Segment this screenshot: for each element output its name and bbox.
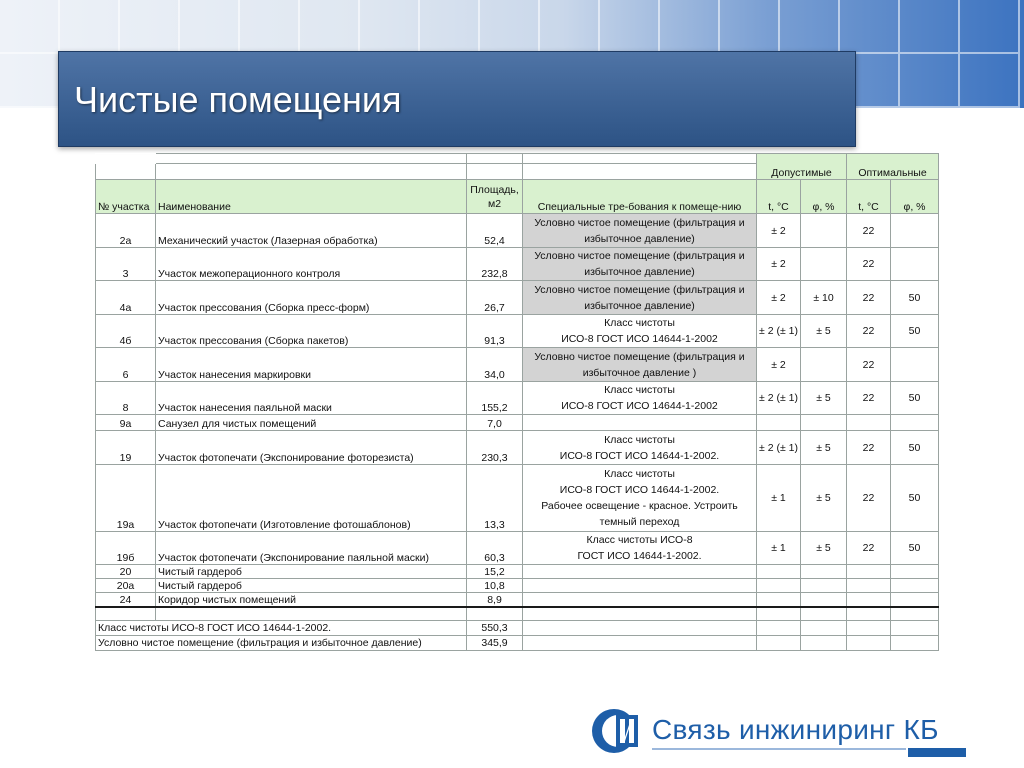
- table-row: [96, 465, 939, 532]
- logo-accent-bar: [908, 748, 966, 757]
- cell-requirements: [523, 532, 757, 565]
- header-t-allowed: t, °C: [757, 180, 801, 214]
- company-logo: [590, 705, 970, 757]
- cell-room-number: 2а: [96, 214, 156, 248]
- cell-room-name: Участок межоперационного контроля: [156, 248, 467, 281]
- cell-phi-allowed: ± 10: [801, 281, 847, 315]
- cell-phi-allowed: [801, 579, 847, 593]
- cell-area: 34,0: [467, 348, 523, 382]
- cell-area: 7,0: [467, 415, 523, 431]
- cell-t-optimal: 22: [847, 382, 891, 415]
- cell-t-optimal: 22: [847, 248, 891, 281]
- totals-row: [96, 621, 939, 636]
- requirement-line: Класс чистоты ИСО-8: [586, 534, 693, 546]
- cell-room-number: 20а: [96, 579, 156, 593]
- totals-value: 550,3: [467, 621, 523, 636]
- requirement-line: избыточное давление): [584, 299, 695, 312]
- cell-room-name: Чистый гардероб: [156, 565, 467, 579]
- cell-t-optimal: [847, 579, 891, 593]
- cell-room-number: 19: [96, 431, 156, 465]
- cell-t-allowed: ± 2 (± 1): [757, 315, 801, 348]
- requirement-line: избыточное давление ): [582, 366, 697, 379]
- cell-phi-optimal: [891, 579, 939, 593]
- cell-room-name: Чистый гардероб: [156, 579, 467, 593]
- totals-label: Условно чистое помещение (фильтрация и избыточное давление): [96, 636, 467, 651]
- requirement-line: Класс чистоты: [604, 384, 675, 396]
- cell-area: 13,3: [467, 465, 523, 532]
- cell-phi-allowed: [801, 565, 847, 579]
- requirement-line: Условно чистое помещение (фильтрация и: [534, 250, 745, 262]
- cell-phi-optimal: [891, 565, 939, 579]
- requirement-line: темный переход: [599, 516, 680, 528]
- totals-value: 345,9: [467, 636, 523, 651]
- cell-t-allowed: [757, 579, 801, 593]
- cell-room-name: Участок фотопечати (Экспонирование паяльной маски): [156, 532, 467, 565]
- cell-phi-optimal: [891, 214, 939, 248]
- company-name: [652, 714, 939, 746]
- cell-phi-allowed: [801, 415, 847, 431]
- cell-requirements: [523, 565, 757, 579]
- cell-t-optimal: 22: [847, 348, 891, 382]
- cell-phi-optimal: [891, 415, 939, 431]
- cell-t-optimal: [847, 415, 891, 431]
- cell-phi-allowed: ± 5: [801, 431, 847, 465]
- cell-t-allowed: ± 2: [757, 281, 801, 315]
- cell-t-optimal: 22: [847, 532, 891, 565]
- cell-phi-optimal: [891, 348, 939, 382]
- cell-room-name: Механический участок (Лазерная обработка): [156, 214, 467, 248]
- cell-room-number: 4а: [96, 281, 156, 315]
- table-row: [96, 382, 939, 415]
- cell-room-number: 6: [96, 348, 156, 382]
- note-row: [96, 154, 939, 164]
- cell-requirements: [523, 431, 757, 465]
- company-name-text: Связь инжиниринг: [652, 714, 896, 745]
- cell-room-number: 8: [96, 382, 156, 415]
- cell-area: 10,8: [467, 579, 523, 593]
- header-requirements: Специальные тре-бования к помеще-нию: [523, 180, 757, 214]
- cell-phi-optimal: 50: [891, 465, 939, 532]
- cell-room-number: 3: [96, 248, 156, 281]
- table-row: [96, 593, 939, 607]
- group-allowed-header: Допустимые: [757, 154, 847, 180]
- requirement-line: Условно чистое помещение (фильтрация и: [534, 283, 745, 296]
- totals-label: Класс чистоты ИСО-8 ГОСТ ИСО 14644-1-2002.: [96, 621, 467, 636]
- header-row: [96, 180, 939, 214]
- cell-phi-optimal: [891, 593, 939, 607]
- requirement-line: Класс чистоты: [604, 433, 675, 446]
- cell-phi-allowed: [801, 248, 847, 281]
- table-row: [96, 565, 939, 579]
- header-phi-allowed: φ, %: [801, 180, 847, 214]
- cell-room-number: 9а: [96, 415, 156, 431]
- cell-requirements: [523, 579, 757, 593]
- cell-requirements: [523, 465, 757, 532]
- cell-room-number: 19б: [96, 532, 156, 565]
- cell-room-name: Участок нанесения паяльной маски: [156, 382, 467, 415]
- requirement-line: ГОСТ ИСО 14644-1-2002.: [577, 550, 702, 562]
- cell-area: 26,7: [467, 281, 523, 315]
- cell-t-allowed: ± 1: [757, 532, 801, 565]
- cell-room-name: Коридор чистых помещений: [156, 593, 467, 607]
- requirement-line: Условно чистое помещение (фильтрация и: [534, 216, 745, 229]
- cell-room-number: 20: [96, 565, 156, 579]
- table-row: [96, 315, 939, 348]
- cell-phi-optimal: 50: [891, 431, 939, 465]
- cell-phi-allowed: [801, 214, 847, 248]
- header-no: № участка: [96, 180, 156, 214]
- cell-phi-allowed: [801, 593, 847, 607]
- cell-requirements: [523, 214, 757, 248]
- cell-room-number: 19а: [96, 465, 156, 532]
- cell-requirements: [523, 593, 757, 607]
- cell-area: 91,3: [467, 315, 523, 348]
- cell-area: 15,2: [467, 565, 523, 579]
- cell-phi-allowed: [801, 348, 847, 382]
- cell-area: 232,8: [467, 248, 523, 281]
- table-row: [96, 579, 939, 593]
- company-logo-icon: [590, 707, 644, 755]
- cell-t-allowed: ± 2: [757, 214, 801, 248]
- logo-underline: [652, 748, 906, 750]
- requirement-line: ИСО-8 ГОСТ ИСО 14644-1-2002: [561, 400, 718, 412]
- cell-phi-allowed: ± 5: [801, 382, 847, 415]
- table-row: [96, 431, 939, 465]
- clean-rooms-table: [95, 153, 940, 668]
- cell-phi-allowed: ± 5: [801, 465, 847, 532]
- cell-room-name: Участок фотопечати (Изготовление фотошаблонов): [156, 465, 467, 532]
- requirement-line: ИСО-8 ГОСТ ИСО 14644-1-2002.: [559, 449, 720, 462]
- table-row: [96, 532, 939, 565]
- table-row: [96, 281, 939, 315]
- cell-t-optimal: 22: [847, 281, 891, 315]
- cell-area: 155,2: [467, 382, 523, 415]
- cell-t-allowed: [757, 565, 801, 579]
- cell-phi-optimal: [891, 248, 939, 281]
- requirement-line: Условно чистое помещение (фильтрация и: [534, 350, 745, 363]
- requirement-line: Рабочее освещение - красное. Устроить: [541, 500, 738, 512]
- spacer-row: [96, 607, 939, 621]
- cell-phi-optimal: 50: [891, 281, 939, 315]
- totals-row: [96, 636, 939, 651]
- cell-t-optimal: [847, 565, 891, 579]
- cell-room-name: Участок нанесения маркировки: [156, 348, 467, 382]
- slide-title-box: [58, 51, 856, 147]
- cell-room-number: 4б: [96, 315, 156, 348]
- requirement-line: ИСО-8 ГОСТ ИСО 14644-1-2002: [561, 333, 718, 345]
- company-suffix: КБ: [903, 714, 939, 745]
- cell-requirements: [523, 382, 757, 415]
- cell-requirements: [523, 348, 757, 382]
- cell-phi-optimal: 50: [891, 315, 939, 348]
- cell-t-allowed: ± 2: [757, 348, 801, 382]
- table-row: [96, 214, 939, 248]
- cell-area: 52,4: [467, 214, 523, 248]
- requirement-line: избыточное давление): [584, 266, 695, 278]
- cell-t-allowed: [757, 415, 801, 431]
- requirement-line: избыточное давление): [584, 232, 695, 245]
- header-t-optimal: t, °C: [847, 180, 891, 214]
- cell-phi-allowed: ± 5: [801, 315, 847, 348]
- table-row: [96, 248, 939, 281]
- cell-phi-optimal: 50: [891, 532, 939, 565]
- cell-requirements: [523, 415, 757, 431]
- cell-area: 8,9: [467, 593, 523, 607]
- cell-t-optimal: 22: [847, 214, 891, 248]
- header-name: Наименование: [156, 180, 467, 214]
- cell-phi-allowed: ± 5: [801, 532, 847, 565]
- requirement-line: Класс чистоты: [604, 468, 675, 480]
- cell-t-allowed: [757, 593, 801, 607]
- cell-t-allowed: ± 1: [757, 465, 801, 532]
- cell-t-optimal: [847, 593, 891, 607]
- cell-t-allowed: ± 2: [757, 248, 801, 281]
- cell-note: [156, 154, 467, 164]
- requirement-line: Класс чистоты: [604, 317, 675, 329]
- requirement-line: ИСО-8 ГОСТ ИСО 14644-1-2002.: [559, 484, 720, 496]
- cell-room-name: Участок прессования (Сборка пресс-форм): [156, 281, 467, 315]
- cell-requirements: [523, 315, 757, 348]
- cell-t-allowed: ± 2 (± 1): [757, 382, 801, 415]
- table-row: [96, 348, 939, 382]
- header-area: Площадь, м2: [467, 180, 523, 214]
- cell-room-name: Участок фотопечати (Экспонирование фоторезиста): [156, 431, 467, 465]
- cell-room-name: Участок прессования (Сборка пакетов): [156, 315, 467, 348]
- table-row: [96, 415, 939, 431]
- cell-t-allowed: ± 2 (± 1): [757, 431, 801, 465]
- header-phi-optimal: φ, %: [891, 180, 939, 214]
- cell-room-number: 24: [96, 593, 156, 607]
- group-optimal-header: Оптимальные: [847, 154, 939, 180]
- cell-area: 60,3: [467, 532, 523, 565]
- cell-t-optimal: 22: [847, 431, 891, 465]
- spreadsheet-grid: [95, 153, 939, 651]
- cell-room-name: Санузел для чистых помещений: [156, 415, 467, 431]
- slide-title: Чистые помещения: [74, 79, 402, 120]
- cell-area: 230,3: [467, 431, 523, 465]
- cell-phi-optimal: 50: [891, 382, 939, 415]
- cell-requirements: [523, 281, 757, 315]
- cell-t-optimal: 22: [847, 465, 891, 532]
- cell-t-optimal: 22: [847, 315, 891, 348]
- cell-requirements: [523, 248, 757, 281]
